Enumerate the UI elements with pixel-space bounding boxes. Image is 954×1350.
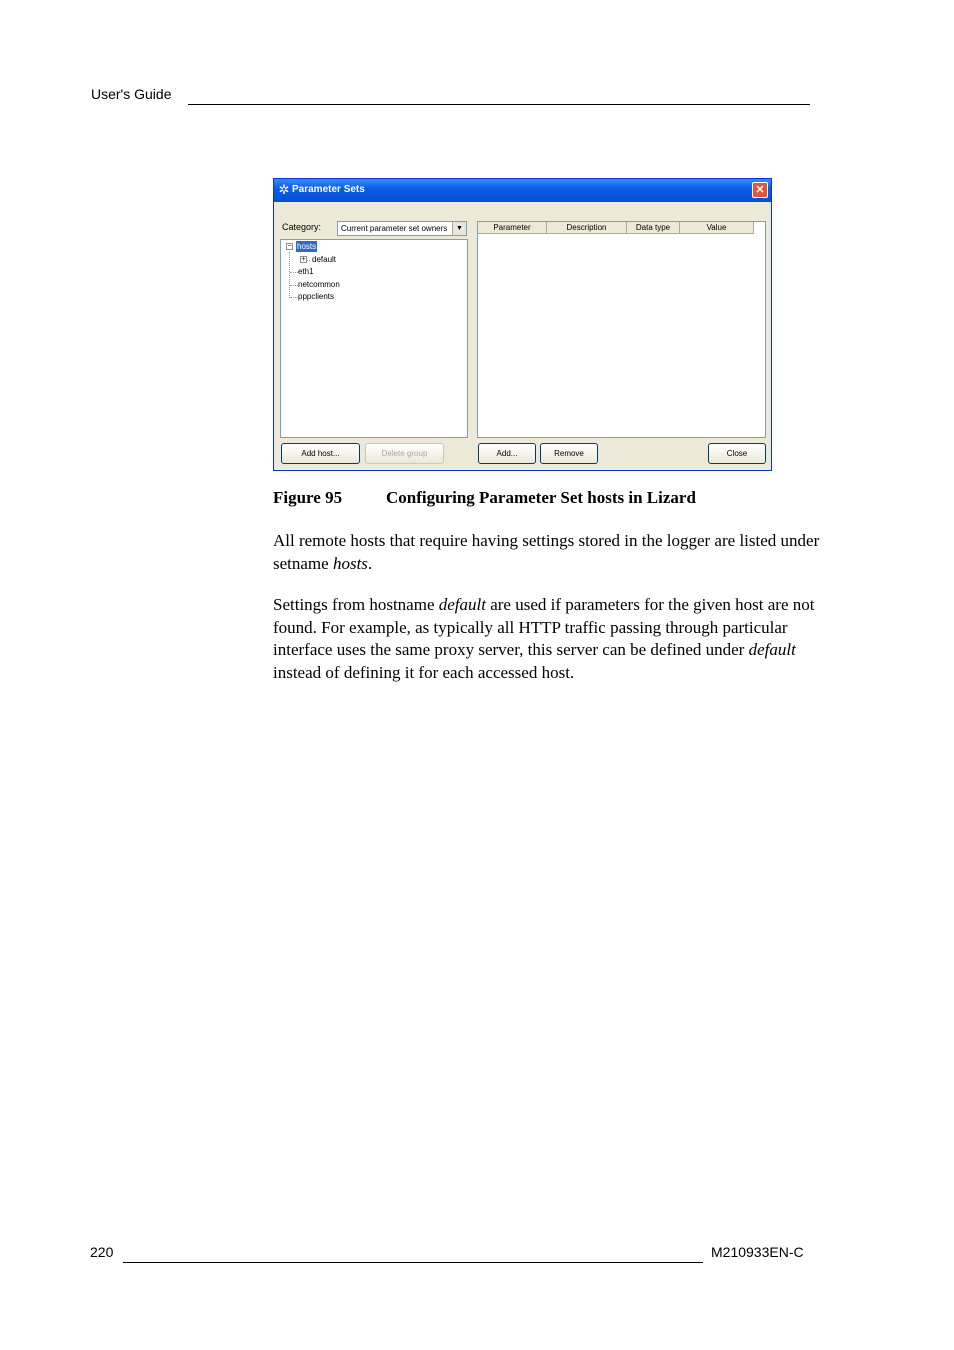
chevron-down-icon[interactable]: ▼ <box>452 222 466 235</box>
tree-item-hosts[interactable]: hosts <box>297 242 317 251</box>
tree-item-pppclients[interactable]: pppclients <box>298 292 335 301</box>
remove-button[interactable]: Remove <box>540 443 598 464</box>
body-paragraph-1 <box>273 530 823 575</box>
tree-item-default[interactable]: default <box>312 255 337 264</box>
figure-caption <box>273 488 696 508</box>
parameter-set-tree[interactable] <box>280 239 468 438</box>
column-header-parameter[interactable]: Parameter <box>478 222 547 234</box>
parameter-sets-dialog <box>273 178 772 471</box>
dialog-title: Parameter Sets <box>292 184 365 195</box>
column-header-description[interactable]: Description <box>547 222 627 234</box>
expand-icon[interactable]: + <box>301 256 306 263</box>
tree-connector <box>289 252 290 298</box>
running-header: User's Guide <box>91 86 172 102</box>
text: instead of defining it for each accessed host. <box>273 662 575 682</box>
body-paragraph-2 <box>273 594 823 684</box>
tree-item-netcommon[interactable]: netcommon <box>298 280 340 289</box>
column-header-data-type[interactable]: Data type <box>627 222 680 234</box>
parameter-list[interactable] <box>477 221 766 438</box>
category-select[interactable] <box>337 221 467 236</box>
tree-connector <box>290 285 298 286</box>
header-rule <box>188 104 810 105</box>
category-label: Category: <box>282 222 322 232</box>
emphasis: hosts <box>332 553 368 573</box>
dialog-titlebar[interactable] <box>274 179 771 202</box>
app-icon: ✲ <box>278 182 290 197</box>
text: All remote hosts that require having settings stored in the logger are listed under setname <box>273 531 820 573</box>
figure-title: Configuring Parameter Set hosts in Lizard <box>386 488 696 507</box>
column-header-value[interactable]: Value <box>680 222 754 234</box>
close-button[interactable]: Close <box>708 443 766 464</box>
tree-connector <box>290 297 298 298</box>
add-host-button[interactable]: Add host... <box>281 443 360 464</box>
footer-rule <box>123 1262 703 1263</box>
page-number: 220 <box>90 1244 114 1260</box>
delete-group-button[interactable]: Delete group <box>365 443 444 464</box>
collapse-icon[interactable]: − <box>287 243 292 250</box>
tree-item-eth1[interactable]: eth1 <box>298 267 314 276</box>
tree-connector <box>290 272 298 273</box>
text: Settings from hostname <box>273 595 439 614</box>
figure-number: Figure 95 <box>273 488 343 507</box>
document-code: M210933EN-C <box>711 1244 804 1260</box>
close-icon[interactable]: ✕ <box>752 182 768 198</box>
emphasis: default <box>438 595 486 614</box>
emphasis: default <box>748 640 796 659</box>
text: . <box>367 553 373 573</box>
text: are used if parameters for the given host are not found. For example, as typically all HTTP traffic passing through particular interface uses the same proxy server, this server can be defined under <box>273 595 815 659</box>
add-button[interactable]: Add... <box>478 443 536 464</box>
category-value: Current parameter set owners <box>341 224 448 233</box>
